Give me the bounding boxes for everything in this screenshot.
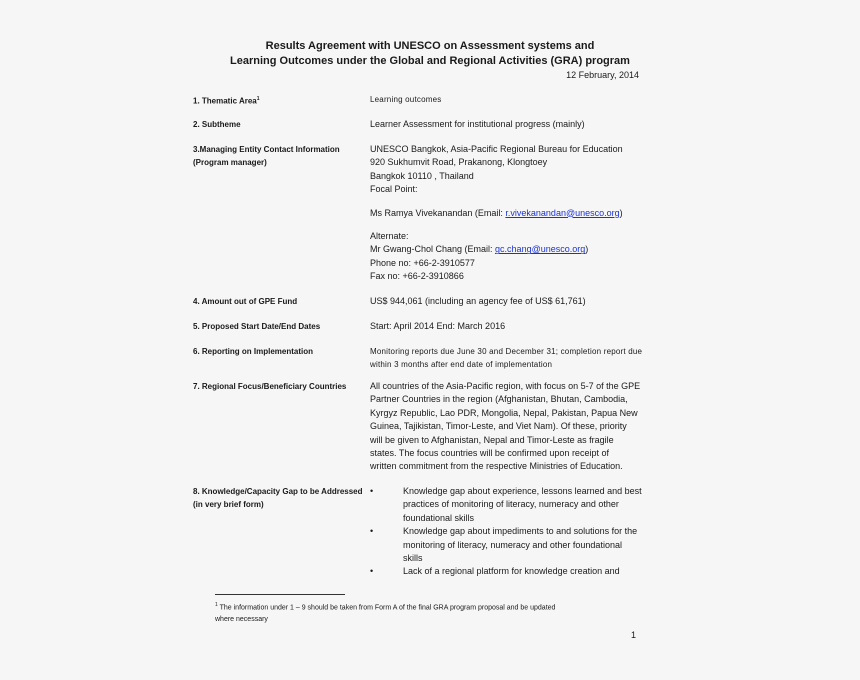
alternate-email-link[interactable]: gc.chang@unesco.org [495, 244, 586, 255]
field-label: 8. Knowledge/Capacity Gap to be Addressed (in very brief form) [193, 487, 363, 509]
text-line: foundational skills [403, 512, 475, 523]
field-value: Learning outcomes [370, 95, 442, 104]
field-value [370, 143, 623, 284]
field-label: 2. Subtheme [193, 120, 241, 129]
document-title-line1: Results Agreement with UNESCO on Assessment systems and [265, 40, 595, 52]
footnote-divider [215, 594, 345, 595]
field-label: 6. Reporting on Implementation [193, 347, 314, 356]
footnote-marker: 1 [215, 602, 218, 608]
address-line: Bangkok 10110 , Thailand [370, 170, 474, 181]
document-date: 12 February, 2014 [566, 70, 639, 80]
focal-email-link[interactable]: r.vivekanandan@unesco.org [505, 207, 620, 218]
text-line: written commitment from the respective Ministries of Education. [370, 461, 623, 472]
text-line: skills [403, 552, 423, 563]
list-item [370, 525, 642, 565]
text-line: within 3 months after end date of implementation [370, 360, 553, 370]
text-line: will be given to Afghanistan, Nepal and Timor-Leste as fragile [370, 434, 614, 445]
address-line: UNESCO Bangkok, Asia-Pacific Regional Bureau for Education [370, 144, 623, 154]
field-value [370, 345, 642, 372]
text-line: Partner Countries in the region (Afghanistan, Bhutan, Cambodia, [370, 394, 628, 405]
field-label: 5. Proposed Start Date/End Dates [193, 322, 321, 331]
field-value [370, 380, 640, 474]
field-value: Learner Assessment for institutional progress (mainly) [370, 119, 585, 129]
field-value: US$ 944,061 (including an agency fee of US$ 61,761) [370, 296, 586, 306]
field-label: 7. Regional Focus/Beneficiary Countries [193, 382, 347, 391]
field-label: 4. Amount out of GPE Fund [193, 297, 298, 306]
fax-number: Fax no: +66-2-3910866 [370, 271, 464, 282]
bullet-list [370, 485, 642, 579]
text-line: Guinea, Tajikistan, Timor-Leste, and Viet Nam). Of these, priority [370, 421, 627, 432]
list-item [370, 565, 642, 578]
alternate-contact: Mr Gwang-Chol Chang (Email: gc.chang@unesco.org) [370, 244, 589, 255]
address-line: 920 Sukhumvit Road, Prakanong, Klongtoey [370, 157, 548, 168]
text-line: All countries of the Asia-Pacific region, with focus on 5-7 of the GPE [370, 381, 641, 391]
bullet-icon: • [370, 486, 374, 496]
page-number: 1 [631, 630, 637, 640]
footnote-text: The information under 1 – 9 should be taken from Form A of the final GRA program proposal and be updated [219, 604, 556, 612]
field-label: 3.Managing Entity Contact Information (Program manager) [193, 145, 340, 167]
bullet-icon: • [370, 526, 374, 537]
text-line: Kyrgyz Republic, Lao PDR, Mongolia, Nepal, Pakistan, Papua New [370, 407, 638, 418]
alternate-label: Alternate: [370, 230, 409, 241]
field-label: 1. Thematic Area$^1$ [193, 96, 260, 106]
focal-contact: Ms Ramya Vivekanandan (Email: r.vivekanandan@unesco.org) [370, 207, 623, 218]
footnote-text: where necessary [215, 616, 268, 624]
text-line: monitoring of literacy, numeracy and other foundational [403, 539, 622, 550]
document-title-line2: Learning Outcomes under the Global and Regional Activities (GRA) program [230, 55, 630, 67]
footnote [215, 599, 555, 626]
focal-point-label: Focal Point: [370, 184, 418, 195]
text-line: Knowledge gap about experience, lessons learned and best [403, 486, 642, 496]
text-line: Monitoring reports due June 30 and December 31; completion report due [370, 347, 643, 356]
text-line: practices of monitoring of literacy, numeracy and other [403, 499, 619, 510]
footnote-ref[interactable]: 1 [256, 96, 260, 102]
text-line: Knowledge gap about impediments to and solutions for the [403, 526, 638, 537]
field-value: Start: April 2014 End: March 2016 [370, 321, 506, 331]
text-line: states. The focus countries will be confirmed upon receipt of [370, 447, 609, 458]
list-item [370, 485, 642, 525]
phone-number: Phone no: +66-2-3910577 [370, 257, 475, 268]
bullet-icon: • [370, 566, 374, 577]
text-line: Lack of a regional platform for knowledge creation and [403, 566, 620, 577]
